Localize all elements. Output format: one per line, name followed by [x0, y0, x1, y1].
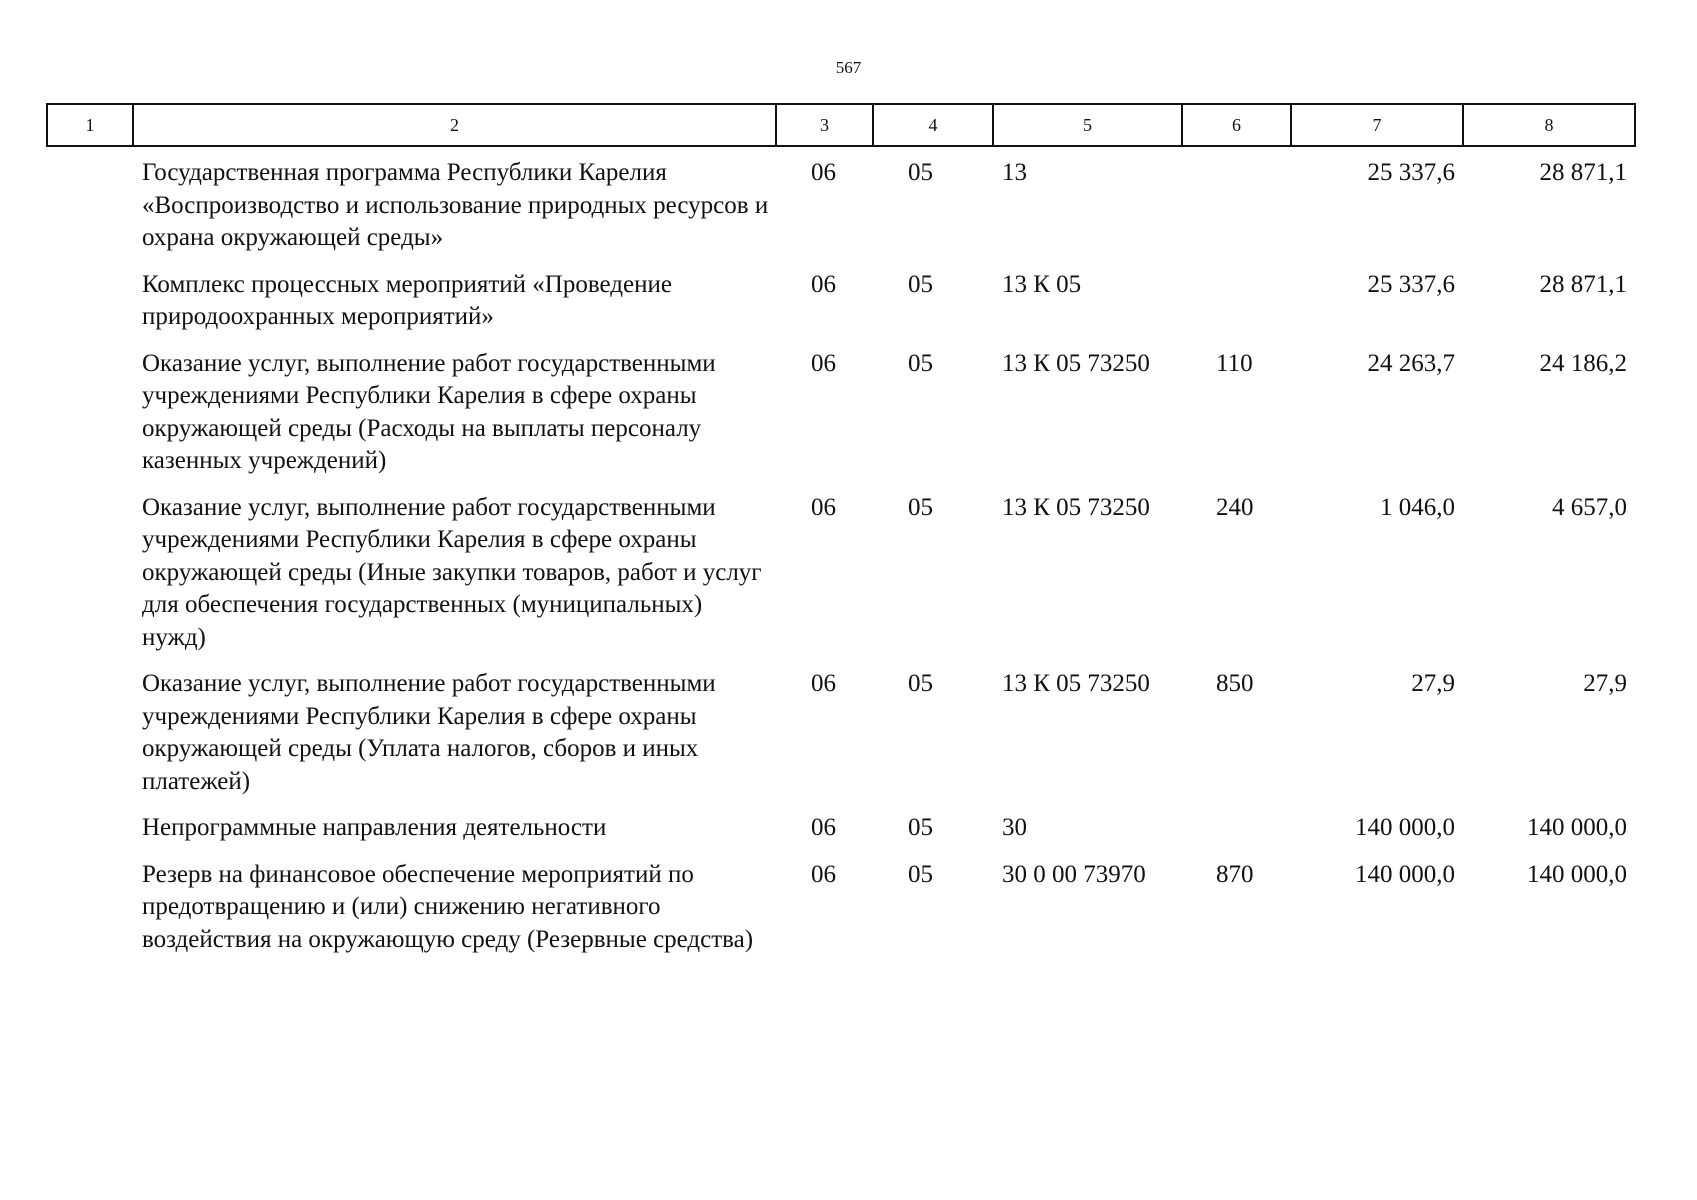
row-amount-col8-cell: 28 871,1 [1539, 270, 1627, 298]
row-number-cell [47, 481, 133, 658]
header-col-8: 8 [1463, 104, 1635, 146]
header-col-6: 6 [1182, 104, 1291, 146]
row-expense-type-cell: 240 [1216, 493, 1254, 521]
row-name-cell: Оказание услуг, выполнение работ государственными учреждениями Республики Карелия в сфере охраны окружающей среды (Уплата налогов, сборов и иных платежей) [142, 670, 716, 795]
row-subsection-cell: 05 [908, 493, 933, 521]
row-target-article-cell: 13 К 05 73250 [1002, 670, 1150, 697]
budget-table [46, 103, 1636, 959]
row-name-cell: Государственная программа Республики Карелия «Воспроизводство и использование природных ресурсов и охрана окружающей среды» [142, 159, 769, 251]
row-section-cell: 06 [811, 670, 836, 697]
header-col-4: 4 [873, 104, 993, 146]
row-expense-type-cell [1182, 801, 1291, 848]
header-col-2: 2 [133, 104, 776, 146]
row-expense-type-cell: 870 [1216, 860, 1254, 888]
row-number-cell [47, 146, 133, 258]
row-subsection-cell: 05 [908, 860, 933, 888]
row-amount-col8-cell: 4 657,0 [1552, 493, 1627, 521]
row-name-cell: Комплекс процессных мероприятий «Проведение природоохранных мероприятий» [142, 270, 672, 330]
row-expense-type-cell [1182, 146, 1291, 258]
row-number-cell [47, 657, 133, 801]
row-amount-col7-cell: 25 337,6 [1367, 270, 1455, 298]
row-amount-col7-cell: 1 046,0 [1380, 493, 1455, 521]
table-row [47, 258, 1635, 337]
row-amount-col8-cell: 24 186,2 [1539, 349, 1627, 377]
row-section-cell: 06 [811, 159, 836, 186]
row-target-article-cell: 13 К 05 [1002, 270, 1082, 298]
header-col-1: 1 [47, 104, 133, 146]
row-target-article-cell: 13 [1002, 159, 1027, 186]
table-row [47, 801, 1635, 848]
row-target-article-cell: 30 0 00 73970 [1002, 860, 1146, 888]
table-row [47, 848, 1635, 960]
row-target-article-cell: 13 К 05 73250 [1002, 349, 1150, 377]
row-amount-col7-cell: 25 337,6 [1367, 159, 1455, 186]
row-amount-col7-cell: 27,9 [1411, 670, 1455, 697]
row-section-cell: 06 [811, 493, 836, 521]
row-amount-col8-cell: 140 000,0 [1527, 814, 1627, 841]
row-name-cell: Оказание услуг, выполнение работ государственными учреждениями Республики Карелия в сфере охраны окружающей среды (Иные закупки товаров, работ и услуг для обеспечения государственных (муниципальных) нужд) [142, 493, 762, 651]
row-amount-col7-cell: 140 000,0 [1355, 860, 1455, 888]
header-col-3: 3 [776, 104, 873, 146]
table-body [47, 146, 1635, 959]
row-number-cell [47, 801, 133, 848]
header-col-5: 5 [993, 104, 1182, 146]
row-subsection-cell: 05 [908, 349, 933, 377]
row-amount-col8-cell: 28 871,1 [1539, 159, 1627, 186]
row-amount-col7-cell: 140 000,0 [1355, 814, 1455, 841]
table-header [47, 104, 1635, 146]
row-amount-col7-cell: 24 263,7 [1367, 349, 1455, 377]
row-name-cell: Оказание услуг, выполнение работ государственными учреждениями Республики Карелия в сфере охраны окружающей среды (Расходы на выплаты персоналу казенных учреждений) [142, 349, 716, 474]
page-number: 567 [835, 58, 862, 77]
row-amount-col8-cell: 140 000,0 [1527, 860, 1627, 888]
row-subsection-cell: 05 [908, 670, 933, 697]
row-expense-type-cell: 850 [1216, 670, 1254, 697]
row-subsection-cell: 05 [908, 270, 933, 298]
row-target-article-cell: 13 К 05 73250 [1002, 493, 1150, 521]
table-row [47, 337, 1635, 481]
row-section-cell: 06 [811, 270, 836, 298]
row-subsection-cell: 05 [908, 814, 933, 841]
row-subsection-cell: 05 [908, 159, 933, 186]
row-expense-type-cell [1182, 258, 1291, 337]
row-number-cell [47, 258, 133, 337]
row-number-cell [47, 848, 133, 960]
row-name-cell: Непрограммные направления деятельности [142, 814, 607, 841]
table-row [47, 146, 1635, 258]
row-number-cell [47, 337, 133, 481]
row-name-cell: Резерв на финансовое обеспечение мероприятий по предотвращению и (или) снижению негативного воздействия на окружающую среду (Резервные средства) [142, 860, 754, 953]
header-col-7: 7 [1291, 104, 1463, 146]
row-section-cell: 06 [811, 860, 836, 888]
header-row [47, 104, 1635, 146]
table-row [47, 657, 1635, 801]
table-row [47, 481, 1635, 658]
row-section-cell: 06 [811, 814, 836, 841]
row-expense-type-cell: 110 [1216, 349, 1253, 377]
row-section-cell: 06 [811, 349, 836, 377]
row-target-article-cell: 30 [1002, 814, 1027, 841]
row-amount-col8-cell: 27,9 [1583, 670, 1627, 697]
